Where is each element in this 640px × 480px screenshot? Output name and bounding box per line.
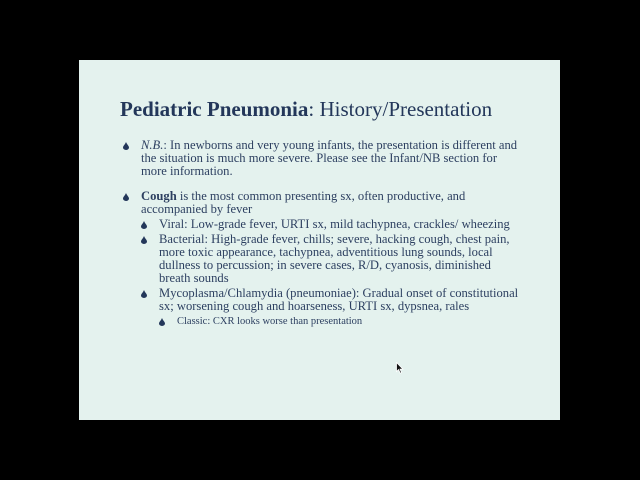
teardrop-bullet-icon (123, 142, 129, 150)
nb-text: : In newborns and very young infants, the presentation is different and the situation is much more severe. Please see the Infant/NB section for more information. (141, 138, 518, 178)
bullet-item-classic (119, 316, 519, 328)
nb-lead: N.B. (141, 138, 164, 152)
slide-title-topic: Pediatric Pneumonia (120, 97, 309, 121)
teardrop-bullet-icon (141, 221, 147, 229)
bullet-list (119, 139, 519, 328)
slide-title (120, 97, 492, 121)
teardrop-bullet-icon (159, 318, 165, 326)
teardrop-bullet-icon (141, 236, 147, 244)
mycoplasma-text: Mycoplasma/Chlamydia (pneumoniae): Gradual onset of constitutional sx; worsening cough and hoarseness, URTI sx, dypsnea, rales (159, 286, 519, 313)
mouse-pointer-icon (396, 361, 404, 373)
cough-lead: Cough (141, 189, 177, 203)
bullet-item-bacterial (119, 233, 519, 285)
slide-title-subtopic: : History/Presentation (308, 97, 493, 121)
presentation-slide (79, 60, 560, 420)
teardrop-bullet-icon (123, 193, 129, 201)
viral-text: Viral: Low-grade fever, URTI sx, mild tachypnea, crackles/ wheezing (159, 217, 510, 231)
classic-text: Classic: CXR looks worse than presentation (177, 316, 363, 327)
bacterial-text: Bacterial: High-grade fever, chills; severe, hacking cough, chest pain, more toxic appearance, tachypnea, adventitious lung sounds, local dullness to percussion; in severe cases, R/D, cyanosis, diminished breath sounds (159, 232, 510, 285)
teardrop-bullet-icon (141, 290, 147, 298)
bullet-item-cough (119, 190, 519, 216)
bullet-item-nb (119, 139, 519, 178)
bullet-item-mycoplasma (119, 287, 519, 313)
cough-text: is the most common presenting sx, often productive, and accompanied by fever (141, 189, 466, 216)
bullet-item-viral (119, 218, 519, 231)
